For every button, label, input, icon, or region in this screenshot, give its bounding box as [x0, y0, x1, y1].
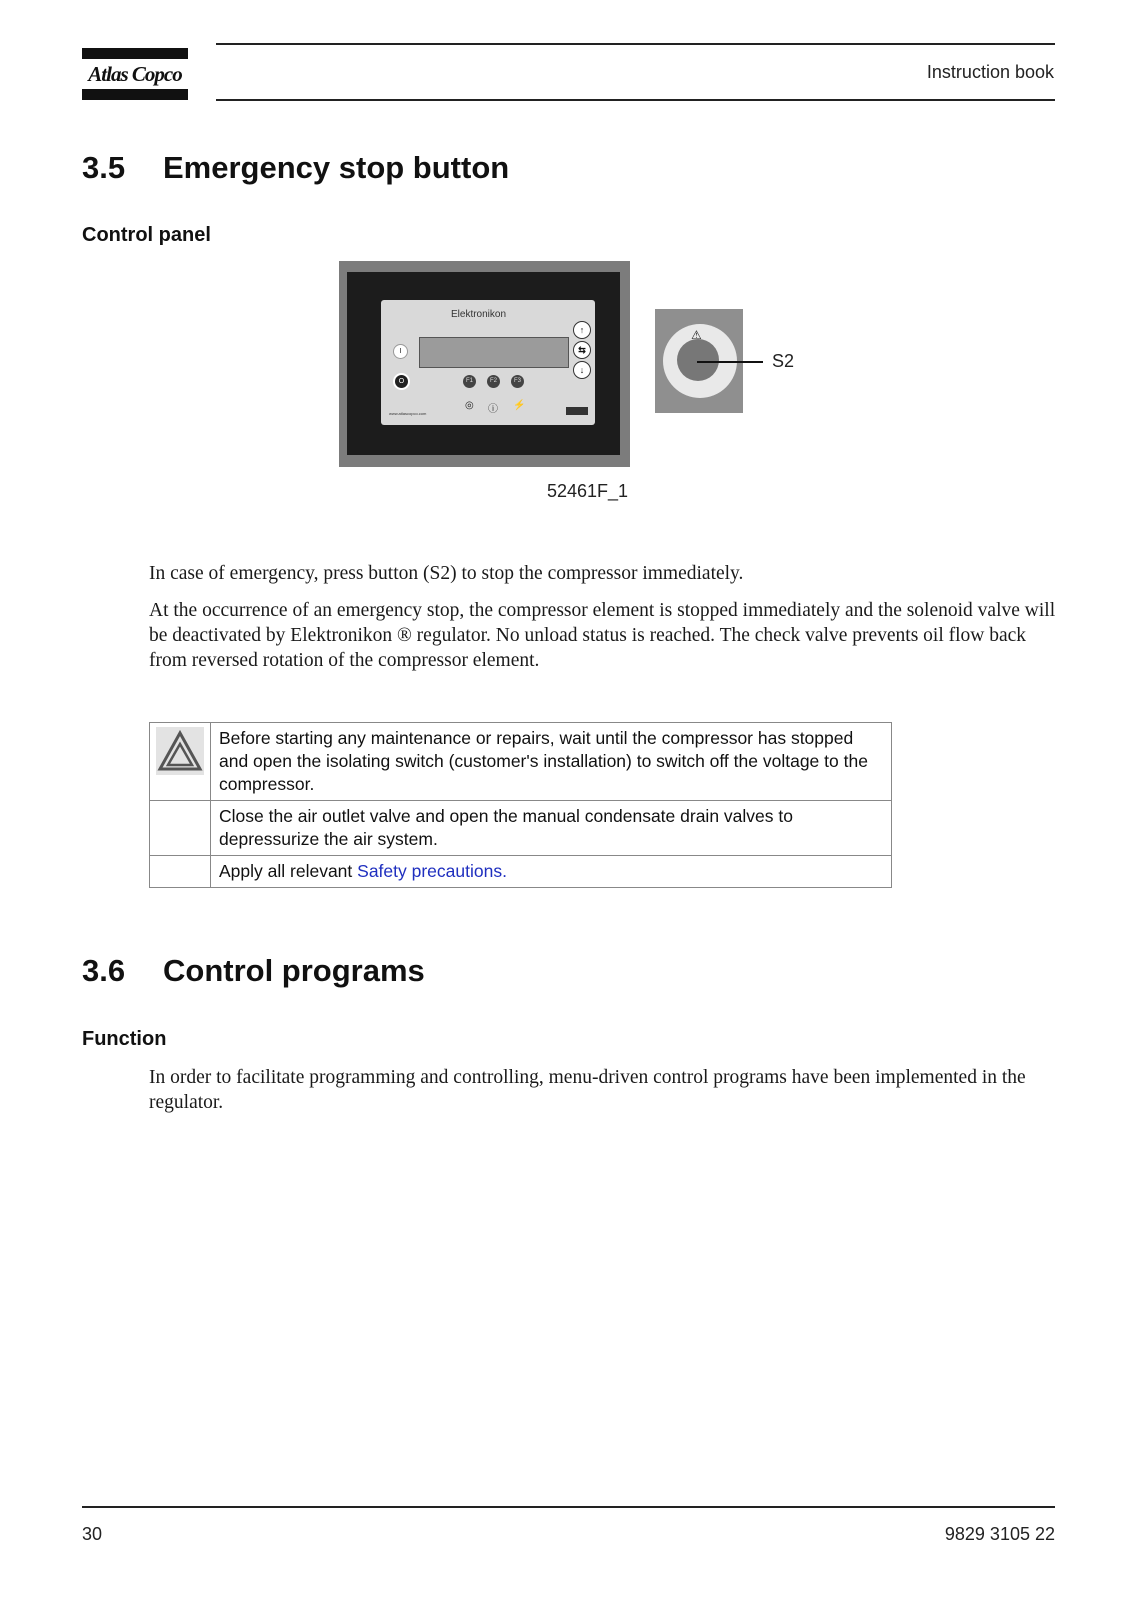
tab-icon: ⇆	[573, 341, 591, 359]
voltage-on-icon: ⚡	[513, 400, 526, 411]
arrow-up-icon: ↑	[573, 321, 591, 339]
callout-line	[697, 361, 763, 363]
warning-triangle-icon	[156, 727, 204, 775]
warning-text: Close the air outlet valve and open the manual condensate drain valves to depressurize the air system.	[211, 801, 892, 856]
page-number: 30	[82, 1524, 103, 1544]
section-3-6-heading	[82, 953, 425, 989]
table-row	[150, 856, 892, 888]
header-top-rule	[216, 43, 1055, 45]
panel-brand: Elektronikon	[451, 309, 507, 320]
start-button: I	[393, 344, 408, 359]
warning-text: Before starting any maintenance or repairs, wait until the compressor has stopped and open the isolating switch (customer's installation) to switch off the voltage to the compressor.	[211, 723, 892, 801]
warning-text	[211, 856, 892, 888]
warning-icon-cell	[150, 723, 211, 801]
function-key-f3: F3	[511, 375, 524, 388]
atlas-copco-logo: Atlas Copco	[82, 48, 188, 100]
section-number: 3.6	[82, 953, 126, 988]
control-panel-photo	[339, 261, 630, 467]
document-number: 9829 3105 22	[944, 1524, 1055, 1544]
stop-button: O	[393, 373, 410, 390]
footer-rule	[82, 1506, 1055, 1508]
panel-logo	[566, 407, 588, 415]
arrow-down-icon: ↓	[573, 361, 591, 379]
empty-icon-cell	[150, 801, 211, 856]
paragraph: In case of emergency, press button (S2) to stop the compressor immediately.	[149, 563, 744, 584]
function-key-f1: F1	[463, 375, 476, 388]
header-doc-type: Instruction book	[926, 62, 1054, 82]
safety-precautions-link[interactable]: Safety precautions.	[357, 861, 507, 881]
control-panel-subheading: Control panel	[82, 224, 211, 246]
panel-url: www.atlascopco.com	[389, 411, 427, 416]
function-key-f2: F2	[487, 375, 500, 388]
emergency-stop-button	[677, 339, 719, 381]
section-3-5-heading	[82, 150, 509, 186]
general-alarm-icon: ⓘ	[488, 404, 498, 415]
header-bottom-rule	[216, 99, 1055, 101]
paragraph: In order to facilitate programming and controlling, menu-driven control programs have been implemented in the regulator.	[149, 1067, 1026, 1113]
paragraph: At the occurrence of an emergency stop, the compressor element is stopped immediately and the solenoid valve will be deactivated by Elektronikon ® regulator. No unload status is reached. The check valve prevents oil flow back from reversed rotation of the compressor element.	[149, 600, 1056, 671]
empty-icon-cell	[150, 856, 211, 888]
warning-triangle-icon: ⚠	[691, 328, 702, 342]
auto-operation-icon: ◎	[465, 400, 474, 411]
warning-text-prefix: Apply all relevant	[219, 861, 358, 881]
table-row	[150, 801, 892, 856]
section-title: Emergency stop button	[163, 150, 510, 185]
table-row	[150, 723, 892, 801]
elektronikon-faceplate	[381, 300, 595, 425]
section-number: 3.5	[82, 150, 126, 185]
function-subheading: Function	[82, 1028, 167, 1050]
panel-display	[419, 337, 569, 368]
figure-id: 52461F_1	[547, 481, 629, 501]
callout-label-s2: S2	[772, 351, 795, 371]
warning-table	[149, 722, 892, 888]
section-title: Control programs	[163, 953, 425, 988]
